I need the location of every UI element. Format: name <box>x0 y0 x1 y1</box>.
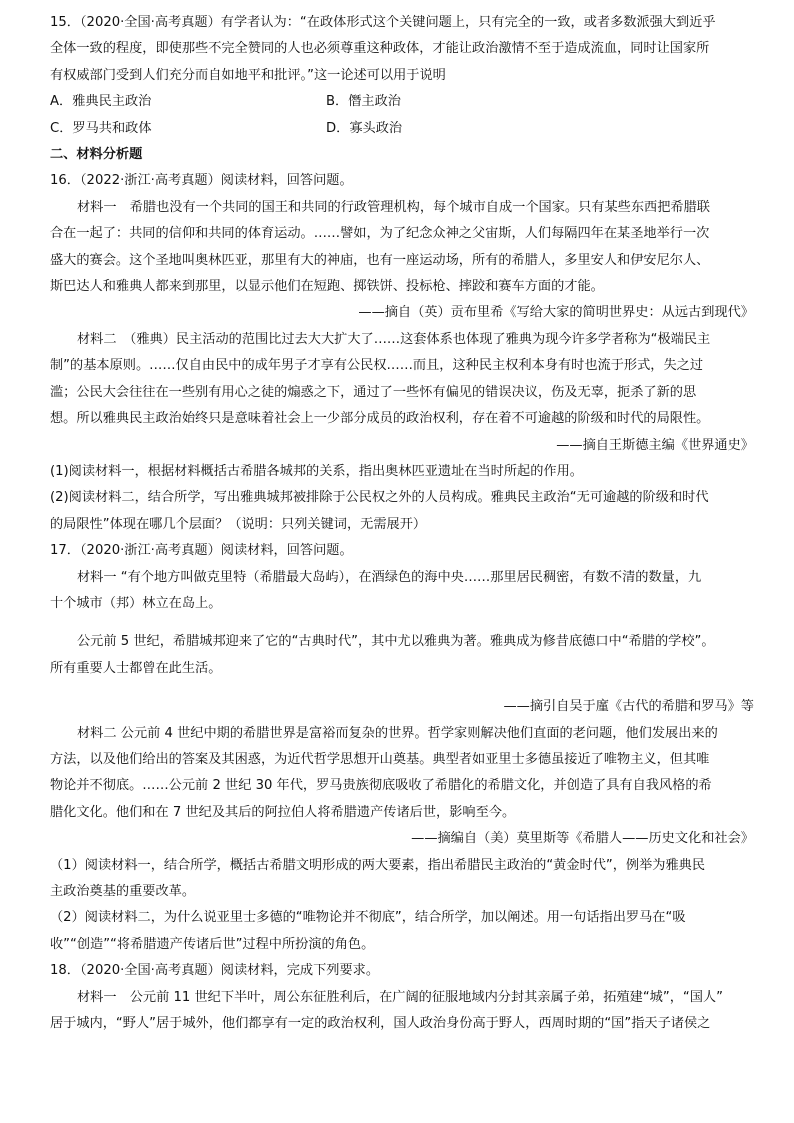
q17-material1b-line: 公元前 5 世纪，希腊城邦迎来了它的“古典时代”，其中尤以雅典为著。雅典成为修昔底德口中“希腊的学校”。 <box>77 634 715 650</box>
q16-material1-line: 盛大的赛会。这个圣地叫奥林匹亚，那里有大的神庙，也有一座运动场，所有的希腊人，多里安人和伊安尼尔人、 <box>50 252 710 268</box>
question-17 <box>50 538 754 958</box>
question-15 <box>50 10 754 142</box>
q16-material2-line: 制”的基本原则。……仅自由民中的成年男子才享有公民权……而且，这种民主权利本身有时也流于形式，失之过 <box>50 358 704 374</box>
q16-question-2: (2)阅读材料二，结合所学，写出雅典城邦被排除于公民权之外的人员构成。雅典民主政治“无可逾越的阶级和时代 <box>50 490 709 506</box>
q17-material2-line: 物论并不彻底。……公元前 2 世纪 30 年代，罗马贵族彻底吸收了希腊化的希腊文化，并创造了具有自我风格的希 <box>50 778 712 794</box>
q16-source2: ——摘自王斯德主编《世界通史》 <box>556 437 754 453</box>
q16-question-1: (1)阅读材料一，根据材料概括古希腊各城邦的关系，指出奥林匹亚遗址在当时所起的作用。 <box>50 463 583 479</box>
q15-options-row <box>50 89 754 115</box>
q18-material1-line: 材料一 公元前 11 世纪下半叶，周公东征胜利后，在广阔的征服地域内分封其亲属子弟，拓殖建“城”，“国人” <box>77 989 723 1005</box>
q17-source1: ——摘引自吴于廑《古代的希腊和罗马》等 <box>503 699 754 715</box>
section-title: 二、材料分析题 <box>50 147 143 163</box>
q16-material2-line: 想。所以雅典民主政治始终只是意味着社会上一少部分成员的政治权利，存在着不可逾越的阶级和时代的局限性。 <box>50 411 710 427</box>
question-18 <box>50 958 754 1037</box>
question-16 <box>50 168 754 538</box>
q15-stem-line: 全体一致的程度，即使那些不完全赞同的人也必须尊重这种政体，才能让政治激情不至于造成流血，同时让国家所 <box>50 41 710 57</box>
q16-question-2-cont: 的局限性”体现在哪几个层面？（说明：只列关键词，无需展开） <box>50 516 427 532</box>
q16-material1-line: 斯巴达人和雅典人都来到那里，以显示他们在短跑、掷铁饼、投标枪、摔跤和赛车方面的才能。 <box>50 279 604 295</box>
q16-material2-line: 滥；公民大会往往在一些别有用心之徒的煽惑之下，通过了一些怀有偏见的错误决议，伤及无辜，扼杀了新的思 <box>50 384 697 400</box>
q16-material1-line: 合在一起了：共同的信仰和共同的体育运动。……譬如，为了纪念众神之父宙斯，人们每隔四年在某圣地举行一次 <box>50 226 710 242</box>
q18-header: 18．（2020·全国·高考真题）阅读材料，完成下列要求。 <box>50 963 380 979</box>
q15-option-c: C．罗马共和政体 <box>50 120 152 136</box>
q17-source2: ——摘编自（美）莫里斯等《希腊人——历史文化和社会》 <box>411 831 754 847</box>
q16-material2-line: 材料二 （雅典）民主活动的范围比过去大大扩大了……这套体系也体现了雅典为现今许多学者称为“极端民主 <box>77 331 711 347</box>
q15-option-d: D．寡头政治 <box>326 120 403 136</box>
q17-material1b-line: 所有重要人士都曾在此生活。 <box>50 660 222 676</box>
q15-option-a: A．雅典民主政治 <box>50 94 152 110</box>
q15-stem-line: 有权威部门受到人们充分而自如地平和批评。”这一论述可以用于说明 <box>50 67 446 83</box>
q18-material1-line: 居于城内，“野人”居于城外，他们都享有一定的政治权利，国人政治身份高于野人，西周时期的“国”指天子诸侯之 <box>50 1016 711 1032</box>
document-page <box>50 10 754 1037</box>
q17-material2-line: 材料二 公元前 4 世纪中期的希腊世界是富裕而复杂的世界。哲学家则解决他们直面的老问题，他们发展出来的 <box>77 725 718 741</box>
q15-options-row <box>50 116 754 142</box>
q17-material2-line: 腊化文化。他们和在 7 世纪及其后的阿拉伯人将希腊遗产传诸后世，影响至今。 <box>50 804 516 820</box>
q17-question-1: （1）阅读材料一，结合所学，概括古希腊文明形成的两大要素，指出希腊民主政治的“黄金时代”，例举为雅典民 <box>50 857 706 873</box>
q15-option-b: B．僭主政治 <box>326 94 401 110</box>
q17-material2-line: 方法，以及他们给出的答案及其困惑，为近代哲学思想开山奠基。典型者如亚里士多德虽接近了唯物主义，但其唯 <box>50 751 710 767</box>
q17-material1-line: 十个城市（邦）林立在岛上。 <box>50 595 222 611</box>
q16-header: 16．（2022·浙江·高考真题）阅读材料，回答问题。 <box>50 173 353 189</box>
q15-stem-line: 15．（2020·全国·高考真题）有学者认为：“在政体形式这个关键问题上，只有完全的一致，或者多数派强大到近乎 <box>50 15 716 30</box>
q17-header: 17．（2020·浙江·高考真题）阅读材料，回答问题。 <box>50 543 353 559</box>
q17-question-2-cont: 收”“创造”“将希腊遗产传诸后世”过程中所扮演的角色。 <box>50 936 375 952</box>
q17-material1-line: 材料一 “有个地方叫做克里特（希腊最大岛屿），在酒绿色的海中央……那里居民稠密，有数不清的数量，九 <box>77 569 702 585</box>
q17-question-1-cont: 主政治奠基的重要改革。 <box>50 884 196 899</box>
q16-source1: ——摘自（英）贡布里希《写给大家的简明世界史：从远古到现代》 <box>358 305 754 321</box>
q16-material1-line: 材料一 希腊也没有一个共同的国王和共同的行政管理机构，每个城市自成一个国家。只有某些东西把希腊联 <box>77 199 710 215</box>
q17-question-2: （2）阅读材料二，为什么说亚里士多德的“唯物论并不彻底”，结合所学，加以阐述。用一句话指出罗马在“吸 <box>50 910 686 926</box>
